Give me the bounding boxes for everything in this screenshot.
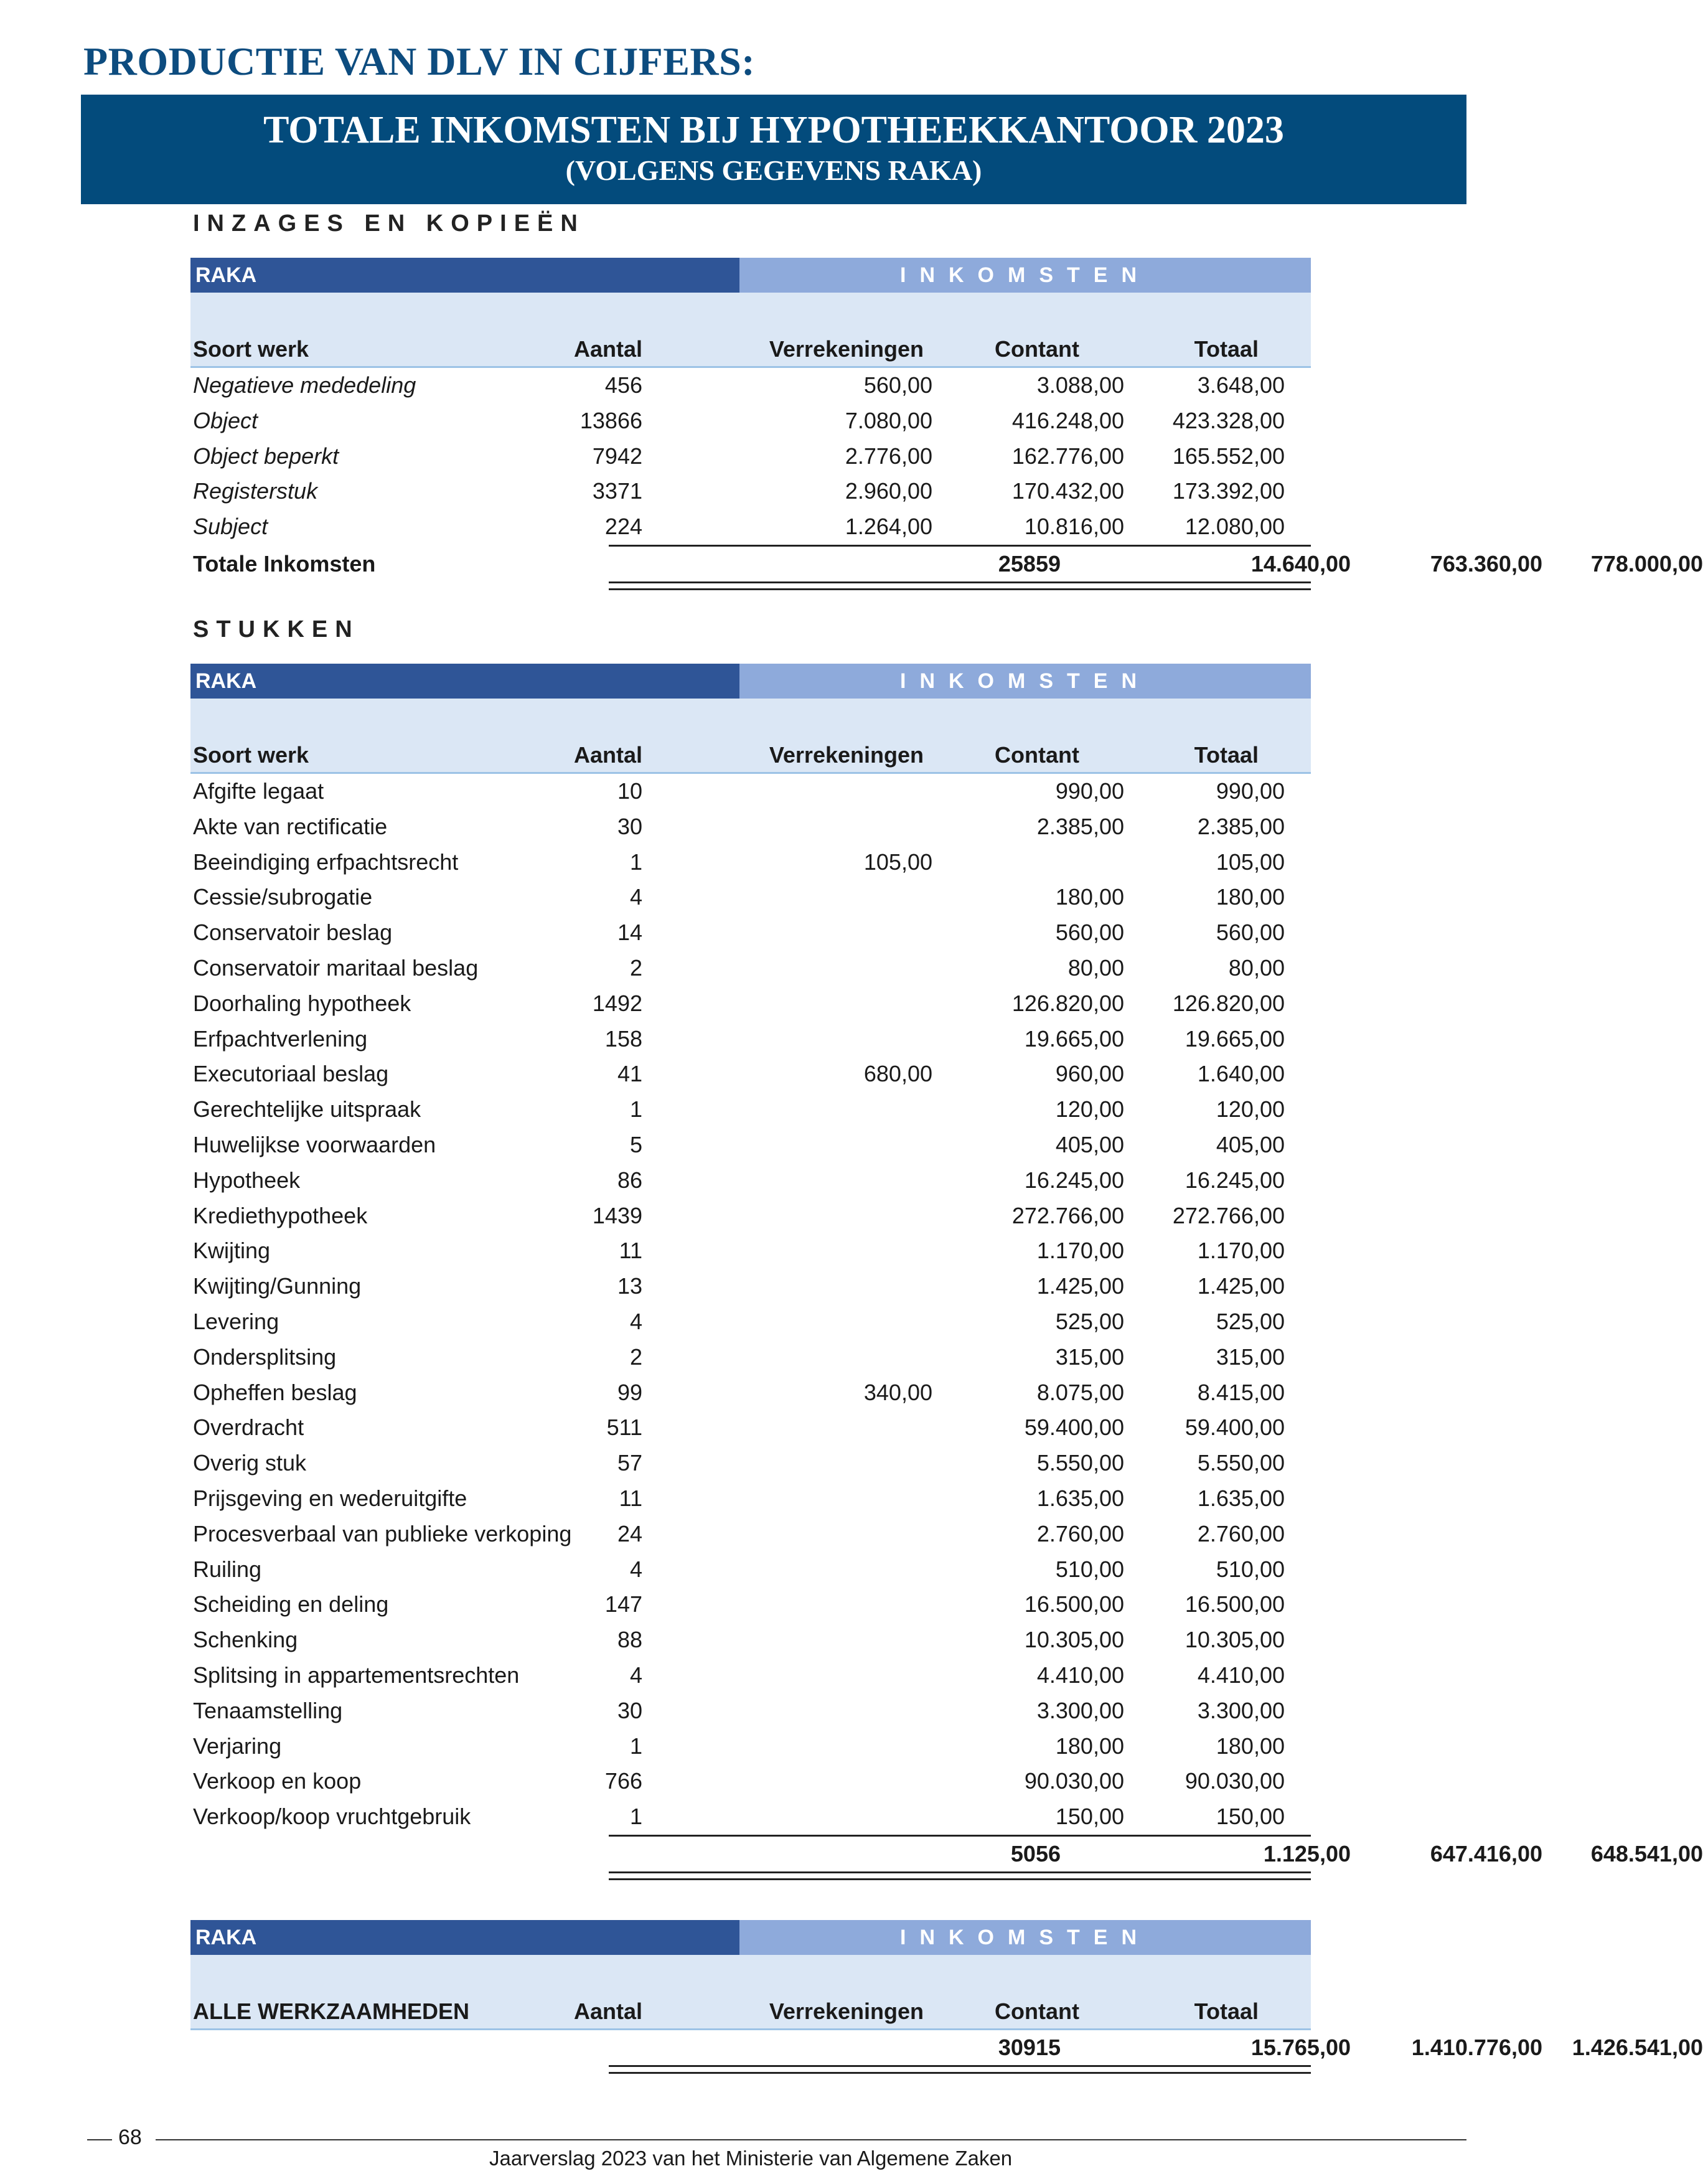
row-totaal: 1.425,00	[1197, 1273, 1285, 1299]
total-row-alle	[609, 2030, 1703, 2065]
row-aantal: 86	[617, 1167, 642, 1193]
row-aantal: 13	[617, 1273, 642, 1299]
table-row	[190, 951, 1311, 986]
table-row	[190, 1764, 1311, 1799]
row-verrekeningen: 560,00	[863, 372, 932, 398]
total-verrekeningen: 15.765,00	[1250, 2035, 1351, 2060]
table-row	[190, 509, 1311, 545]
col-aantal: Aantal	[573, 1998, 642, 2024]
total-verrekeningen: 1.125,00	[1263, 1840, 1351, 1866]
row-name: Scheiding en deling	[193, 1591, 389, 1617]
table-row	[190, 1340, 1311, 1375]
row-totaal: 173.392,00	[1172, 478, 1285, 504]
table-row	[190, 1092, 1311, 1127]
row-aantal: 4	[629, 884, 642, 910]
table-row	[190, 986, 1311, 1022]
table-stukken	[190, 664, 1703, 1880]
row-contant: 272.766,00	[1011, 1202, 1124, 1228]
total-row-inzages	[193, 545, 1703, 581]
table-row	[190, 1622, 1311, 1658]
row-name: Hypotheek	[193, 1167, 301, 1193]
row-aantal: 1439	[592, 1202, 642, 1228]
row-aantal: 11	[619, 1485, 642, 1511]
row-contant: 405,00	[1055, 1131, 1124, 1157]
table-header-bar	[190, 664, 1311, 699]
total-totaal: 778.000,00	[1590, 550, 1703, 577]
row-contant: 80,00	[1067, 954, 1124, 981]
row-contant: 416.248,00	[1011, 407, 1124, 433]
col-contant: Contant	[995, 336, 1079, 362]
raka-label: RAKA	[190, 664, 739, 699]
row-name: Tenaamstelling	[193, 1697, 343, 1723]
table-row	[190, 1410, 1311, 1446]
row-totaal: 1.640,00	[1197, 1061, 1285, 1087]
row-contant: 10.816,00	[1024, 514, 1124, 540]
col-soort-werk: Soort werk	[193, 336, 309, 362]
row-totaal: 510,00	[1216, 1556, 1285, 1582]
table-row	[190, 1552, 1311, 1588]
row-name: Levering	[193, 1308, 279, 1334]
row-totaal: 3.300,00	[1197, 1697, 1285, 1723]
table-row	[190, 915, 1311, 951]
col-contant: Contant	[995, 742, 1079, 768]
total-contant: 647.416,00	[1430, 1840, 1542, 1866]
row-aantal: 57	[617, 1450, 642, 1476]
row-aantal: 4	[629, 1308, 642, 1334]
row-name: Schenking	[193, 1627, 298, 1653]
row-contant: 4.410,00	[1036, 1662, 1124, 1688]
row-totaal: 990,00	[1216, 778, 1285, 804]
table-row	[190, 880, 1311, 915]
col-soort-werk: Soort werk	[193, 742, 309, 768]
row-contant: 2.760,00	[1036, 1520, 1124, 1546]
row-verrekeningen: 340,00	[863, 1379, 932, 1405]
row-totaal: 105,00	[1216, 849, 1285, 875]
row-contant: 180,00	[1055, 884, 1124, 910]
row-aantal: 158	[604, 1025, 642, 1052]
table-row	[190, 1693, 1311, 1729]
row-verrekeningen: 2.960,00	[845, 478, 932, 504]
row-aantal: 99	[617, 1379, 642, 1405]
table-row	[190, 1375, 1311, 1411]
row-name: Doorhaling hypotheek	[193, 990, 411, 1016]
row-name: Conservatoir maritaal beslag	[193, 954, 479, 981]
total-aantal: 30915	[998, 2035, 1061, 2060]
row-aantal: 88	[617, 1627, 642, 1653]
col-aantal: Aantal	[573, 742, 642, 768]
row-totaal: 59.400,00	[1185, 1414, 1285, 1441]
row-totaal: 4.410,00	[1197, 1662, 1285, 1688]
row-contant: 315,00	[1055, 1344, 1124, 1370]
title-banner	[81, 95, 1466, 204]
row-name: Overig stuk	[193, 1450, 307, 1476]
col-alle-werkzaamheden: ALLE WERKZAAMHEDEN	[193, 1998, 469, 2024]
double-underline	[609, 581, 1311, 590]
raka-label: RAKA	[190, 258, 739, 293]
row-totaal: 560,00	[1216, 920, 1285, 946]
row-contant: 2.385,00	[1036, 813, 1124, 839]
row-verrekeningen: 2.776,00	[845, 443, 932, 469]
row-name: Overdracht	[193, 1414, 304, 1441]
table-row	[190, 1799, 1311, 1835]
row-totaal: 315,00	[1216, 1344, 1285, 1370]
col-totaal: Totaal	[1194, 1998, 1259, 2024]
table-row	[190, 439, 1311, 474]
row-totaal: 1.170,00	[1197, 1238, 1285, 1264]
row-totaal: 2.760,00	[1197, 1520, 1285, 1546]
section-title-stukken: STUKKEN	[193, 616, 360, 642]
row-totaal: 1.635,00	[1197, 1485, 1285, 1511]
row-name: Negatieve mededeling	[193, 372, 416, 398]
table-row	[190, 1446, 1311, 1481]
row-aantal: 224	[604, 514, 642, 540]
row-name: Ondersplitsing	[193, 1344, 337, 1370]
total-row-stukken	[609, 1835, 1703, 1871]
row-totaal: 150,00	[1216, 1804, 1285, 1830]
row-contant: 10.305,00	[1024, 1627, 1124, 1653]
table-row	[190, 1163, 1311, 1198]
table-row	[190, 1517, 1311, 1552]
footer-rule	[156, 2139, 1466, 2140]
row-totaal: 525,00	[1216, 1308, 1285, 1334]
page-heading: PRODUCTIE VAN DLV IN CIJFERS:	[83, 39, 756, 83]
row-totaal: 126.820,00	[1172, 990, 1285, 1016]
row-totaal: 10.305,00	[1185, 1627, 1285, 1653]
row-contant: 120,00	[1055, 1096, 1124, 1123]
row-contant: 8.075,00	[1036, 1379, 1124, 1405]
row-aantal: 766	[604, 1768, 642, 1794]
row-totaal: 16.245,00	[1185, 1167, 1285, 1193]
row-name: Kwijting/Gunning	[193, 1273, 362, 1299]
row-aantal: 2	[629, 954, 642, 981]
row-totaal: 165.552,00	[1172, 443, 1285, 469]
row-totaal: 16.500,00	[1185, 1591, 1285, 1617]
row-contant: 525,00	[1055, 1308, 1124, 1334]
row-aantal: 4	[629, 1662, 642, 1688]
total-totaal: 648.541,00	[1590, 1840, 1703, 1866]
row-name: Huwelijkse voorwaarden	[193, 1131, 436, 1157]
row-contant: 170.432,00	[1011, 478, 1124, 504]
col-totaal: Totaal	[1194, 742, 1259, 768]
table-row	[190, 1198, 1311, 1234]
table-header-bar	[190, 1920, 1311, 1955]
row-aantal: 4	[629, 1556, 642, 1582]
row-verrekeningen: 7.080,00	[845, 407, 932, 433]
row-totaal: 5.550,00	[1197, 1450, 1285, 1476]
table-row	[190, 403, 1311, 439]
col-verrekeningen: Verrekeningen	[769, 742, 924, 768]
row-aantal: 13866	[579, 407, 642, 433]
row-name: Conservatoir beslag	[193, 920, 393, 946]
row-aantal: 3371	[592, 478, 642, 504]
table-row	[190, 1057, 1311, 1092]
table-row	[190, 774, 1311, 809]
row-aantal: 1	[629, 1096, 642, 1123]
row-aantal: 456	[604, 372, 642, 398]
row-totaal: 180,00	[1216, 884, 1285, 910]
title-main: TOTALE INKOMSTEN BIJ HYPOTHEEKKANTOOR 2023	[263, 109, 1284, 151]
double-underline	[609, 2065, 1311, 2074]
row-name: Subject	[193, 514, 268, 540]
row-totaal: 180,00	[1216, 1733, 1285, 1759]
row-name: Opheffen beslag	[193, 1379, 357, 1405]
row-verrekeningen: 1.264,00	[845, 514, 932, 540]
row-totaal: 3.648,00	[1197, 372, 1285, 398]
row-contant: 19.665,00	[1024, 1025, 1124, 1052]
row-contant: 510,00	[1055, 1556, 1124, 1582]
row-verrekeningen: 105,00	[863, 849, 932, 875]
row-contant: 180,00	[1055, 1733, 1124, 1759]
row-contant: 990,00	[1055, 778, 1124, 804]
inkomsten-label: INKOMSTEN	[739, 664, 1311, 699]
row-contant: 3.300,00	[1036, 1697, 1124, 1723]
row-totaal: 90.030,00	[1185, 1768, 1285, 1794]
table-row	[190, 1587, 1311, 1622]
table-row	[190, 1481, 1311, 1517]
row-name: Kwijting	[193, 1238, 271, 1264]
page-number: 68	[118, 2125, 142, 2149]
total-aantal: 5056	[1010, 1840, 1061, 1866]
row-contant: 16.500,00	[1024, 1591, 1124, 1617]
row-aantal: 7942	[592, 443, 642, 469]
col-totaal: Totaal	[1194, 336, 1259, 362]
row-name: Akte van rectificatie	[193, 813, 388, 839]
row-aantal: 1	[629, 1804, 642, 1830]
inkomsten-label: INKOMSTEN	[739, 1920, 1311, 1955]
table-row	[190, 845, 1311, 880]
total-label: Totale Inkomsten	[193, 550, 376, 577]
row-name: Gerechtelijke uitspraak	[193, 1096, 421, 1123]
row-verrekeningen: 680,00	[863, 1061, 932, 1087]
table-row	[190, 1304, 1311, 1340]
table-row	[190, 1729, 1311, 1764]
table-inzages	[190, 258, 1703, 590]
col-verrekeningen: Verrekeningen	[769, 1998, 924, 2024]
row-contant: 162.776,00	[1011, 443, 1124, 469]
row-aantal: 11	[619, 1238, 642, 1264]
total-verrekeningen: 14.640,00	[1250, 550, 1351, 577]
row-aantal: 5	[629, 1131, 642, 1157]
column-headers	[190, 293, 1311, 368]
row-totaal: 2.385,00	[1197, 813, 1285, 839]
footer-dash	[87, 2139, 112, 2140]
row-aantal: 30	[617, 813, 642, 839]
row-contant: 16.245,00	[1024, 1167, 1124, 1193]
rows-stukken	[190, 774, 1311, 1835]
row-contant: 150,00	[1055, 1804, 1124, 1830]
row-totaal: 405,00	[1216, 1131, 1285, 1157]
table-alle-werkzaamheden	[190, 1920, 1703, 2074]
row-name: Object	[193, 407, 258, 433]
row-totaal: 423.328,00	[1172, 407, 1285, 433]
row-totaal: 8.415,00	[1197, 1379, 1285, 1405]
double-underline	[609, 1871, 1311, 1880]
row-contant: 1.425,00	[1036, 1273, 1124, 1299]
rows-inzages	[190, 368, 1311, 545]
table-row	[190, 1022, 1311, 1057]
row-totaal: 80,00	[1228, 954, 1285, 981]
row-name: Prijsgeving en wederuitgifte	[193, 1485, 467, 1511]
section-title-inzages: INZAGES EN KOPIEËN	[193, 210, 585, 237]
row-aantal: 41	[617, 1061, 642, 1087]
col-contant: Contant	[995, 1998, 1079, 2024]
row-name: Beeindiging erfpachtsrecht	[193, 849, 459, 875]
total-contant: 763.360,00	[1430, 550, 1542, 577]
row-contant: 960,00	[1055, 1061, 1124, 1087]
row-name: Verkoop en koop	[193, 1768, 362, 1794]
row-name: Krediethypotheek	[193, 1202, 368, 1228]
row-name: Ruiling	[193, 1556, 262, 1582]
row-aantal: 14	[617, 920, 642, 946]
row-contant: 560,00	[1055, 920, 1124, 946]
row-totaal: 19.665,00	[1185, 1025, 1285, 1052]
table-row	[190, 368, 1311, 403]
column-headers	[190, 699, 1311, 774]
row-contant: 126.820,00	[1011, 990, 1124, 1016]
row-contant: 5.550,00	[1036, 1450, 1124, 1476]
row-aantal: 511	[606, 1414, 642, 1441]
row-name: Executoriaal beslag	[193, 1061, 389, 1087]
table-header-bar	[190, 258, 1311, 293]
row-name: Procesverbaal van publieke verkoping	[193, 1520, 572, 1546]
row-name: Splitsing in appartementsrechten	[193, 1662, 520, 1688]
title-sub: (VOLGENS GEGEVENS RAKA)	[565, 154, 982, 186]
row-aantal: 1492	[592, 990, 642, 1016]
row-name: Registerstuk	[193, 478, 318, 504]
table-row	[190, 1269, 1311, 1304]
row-aantal: 1	[629, 849, 642, 875]
table-row	[190, 1658, 1311, 1693]
table-row	[190, 1233, 1311, 1269]
row-aantal: 1	[629, 1733, 642, 1759]
row-name: Afgifte legaat	[193, 778, 324, 804]
row-name: Verkoop/koop vruchtgebruik	[193, 1804, 471, 1830]
row-aantal: 10	[617, 778, 642, 804]
column-headers	[190, 1955, 1311, 2030]
row-contant: 1.170,00	[1036, 1238, 1124, 1264]
row-contant: 3.088,00	[1036, 372, 1124, 398]
total-aantal: 25859	[998, 550, 1061, 577]
row-aantal: 147	[604, 1591, 642, 1617]
row-contant: 90.030,00	[1024, 1768, 1124, 1794]
table-row	[190, 474, 1311, 509]
row-name: Erfpachtverlening	[193, 1025, 368, 1052]
row-aantal: 30	[617, 1697, 642, 1723]
total-contant: 1.410.776,00	[1411, 2035, 1542, 2060]
row-totaal: 120,00	[1216, 1096, 1285, 1123]
row-contant: 1.635,00	[1036, 1485, 1124, 1511]
inkomsten-label: INKOMSTEN	[739, 258, 1311, 293]
row-contant: 59.400,00	[1024, 1414, 1124, 1441]
row-aantal: 2	[629, 1344, 642, 1370]
table-row	[190, 809, 1311, 845]
col-aantal: Aantal	[573, 336, 642, 362]
raka-label: RAKA	[190, 1920, 739, 1955]
row-aantal: 24	[617, 1520, 642, 1546]
footer-text: Jaarverslag 2023 van het Ministerie van Algemene Zaken	[489, 2147, 1013, 2170]
row-totaal: 272.766,00	[1172, 1202, 1285, 1228]
total-totaal: 1.426.541,00	[1572, 2035, 1703, 2060]
row-name: Object beperkt	[193, 443, 339, 469]
col-verrekeningen: Verrekeningen	[769, 336, 924, 362]
row-name: Verjaring	[193, 1733, 282, 1759]
row-totaal: 12.080,00	[1185, 514, 1285, 540]
row-name: Cessie/subrogatie	[193, 884, 373, 910]
table-row	[190, 1127, 1311, 1163]
